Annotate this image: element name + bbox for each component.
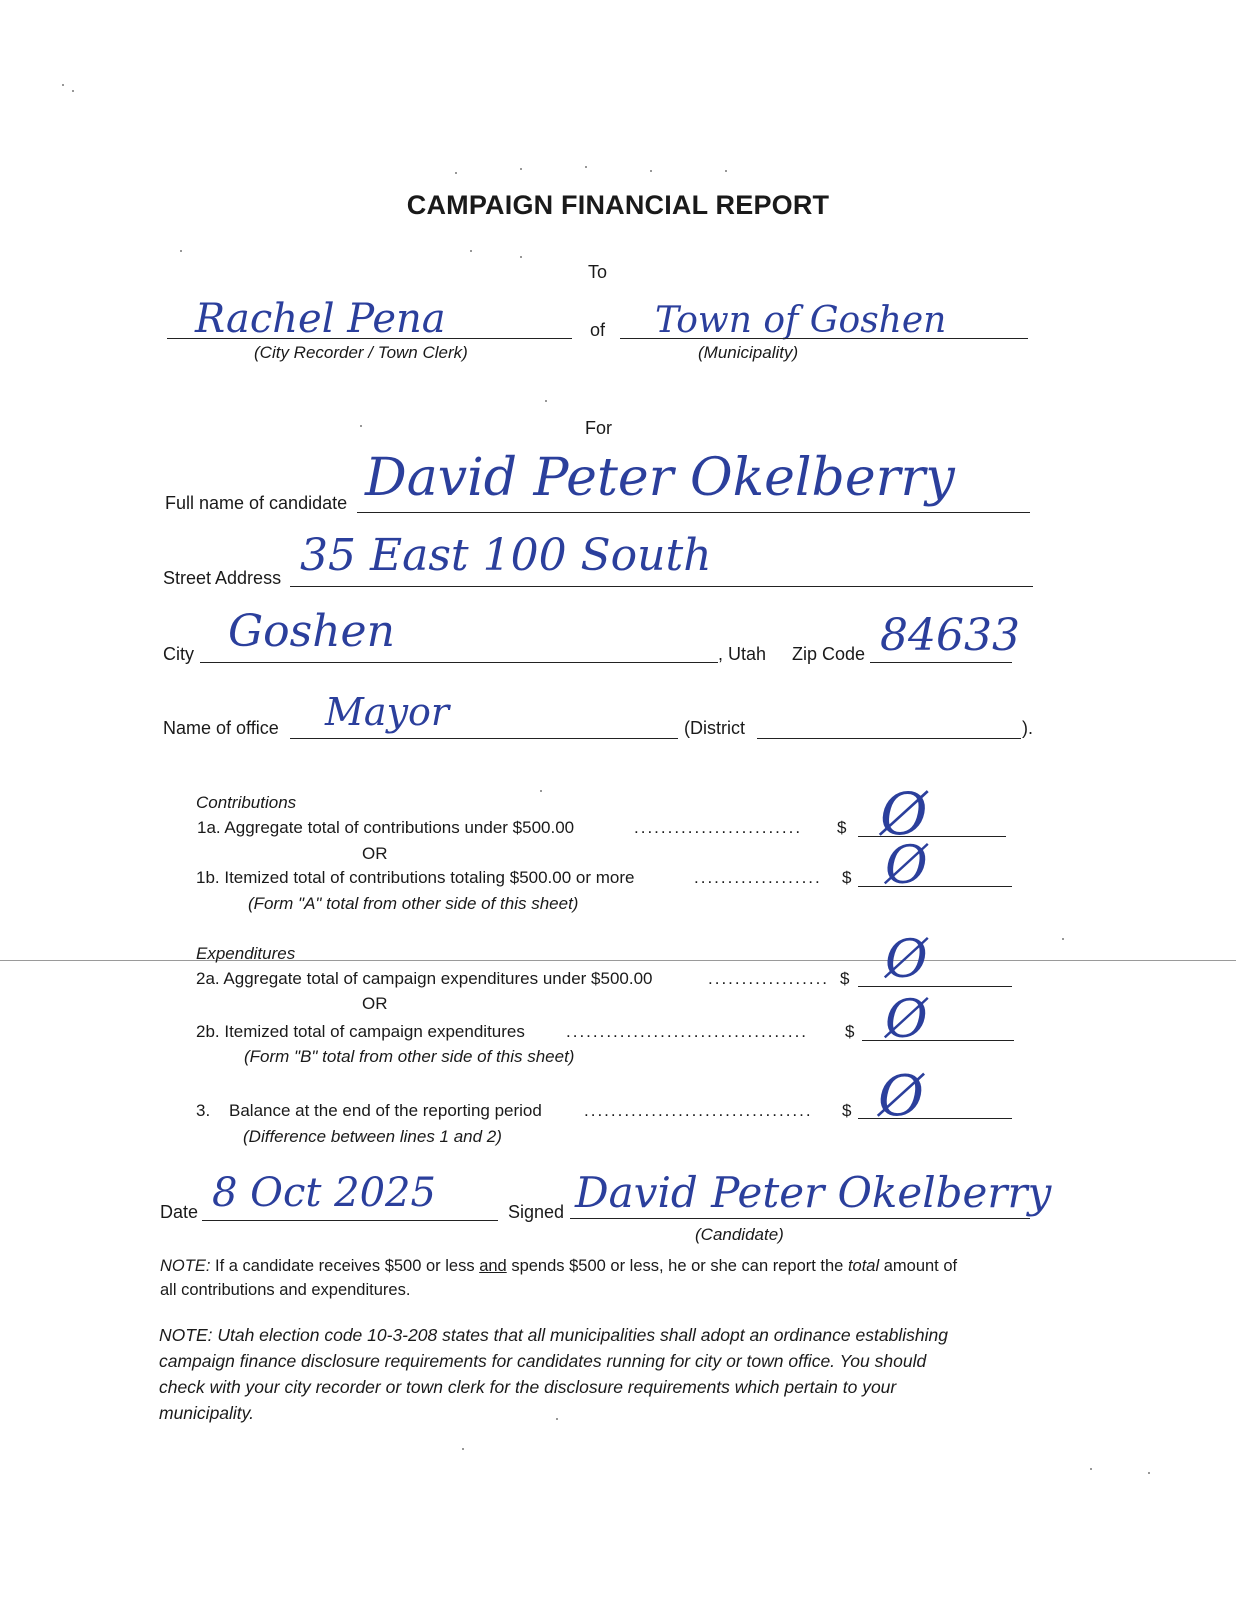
state-label: , Utah — [718, 644, 767, 664]
candidate-caption: (Candidate) — [695, 1225, 784, 1244]
municipality-caption: (Municipality) — [698, 343, 799, 362]
scan-speck — [1148, 1472, 1150, 1474]
date-label: Date — [160, 1202, 199, 1222]
note-1-prefix: NOTE: — [160, 1257, 211, 1275]
full-name-value: David Peter Okelberry — [365, 448, 955, 508]
note-1-total: total — [847, 1257, 880, 1275]
note-1-line-2: all contributions and expenditures. — [160, 1281, 411, 1299]
to-label: To — [588, 262, 608, 282]
balance-amount: Ø — [878, 1064, 924, 1129]
note-1-text-c: amount of — [883, 1257, 958, 1275]
scan-speck — [62, 84, 64, 86]
line-1a-label: 1a. Aggregate total of contributions under $500.00 — [197, 818, 575, 837]
line-2b-currency: $ — [845, 1022, 855, 1041]
note-2-line-1: NOTE: Utah election code 10-3-208 states that all municipalities shall adopt an ordinance establishing — [159, 1325, 948, 1345]
note-2-line-4: municipality. — [159, 1403, 254, 1423]
scan-speck — [540, 790, 542, 792]
for-label: For — [585, 418, 612, 438]
note-1-text-a: If a candidate receives $500 or less — [215, 1257, 475, 1275]
full-name-label: Full name of candidate — [165, 493, 348, 513]
line-1b-currency: $ — [842, 868, 852, 887]
line-1b-amount-line — [858, 886, 1012, 887]
balance-number: 3. — [196, 1101, 211, 1120]
municipality-value: Town of Goshen — [655, 300, 947, 341]
full-name-line — [357, 512, 1030, 513]
line-2b-label: 2b. Itemized total of campaign expenditures — [196, 1022, 525, 1041]
city-label: City — [163, 644, 194, 664]
zip-label: Zip Code — [792, 644, 866, 664]
line-1b-leader: ................... — [694, 868, 822, 887]
balance-label: Balance at the end of the reporting period — [229, 1101, 542, 1120]
balance-currency: $ — [842, 1101, 852, 1120]
municipality-line — [620, 338, 1028, 339]
line-2a-amount: Ø — [885, 930, 928, 990]
zip-value: 84633 — [880, 610, 1020, 661]
street-value: 35 East 100 South — [300, 530, 712, 581]
scan-artifact-line — [0, 960, 1236, 961]
date-line — [202, 1220, 498, 1221]
note-1-text-b: spends $500 or less, he or she can report the — [511, 1257, 844, 1275]
scan-speck — [585, 166, 587, 168]
office-line — [290, 738, 678, 739]
line-2a-currency: $ — [840, 969, 850, 988]
note-2 — [159, 1322, 1059, 1426]
scan-speck — [72, 90, 74, 92]
district-close: ). — [1022, 718, 1033, 738]
date-value: 8 Oct 2025 — [212, 1170, 436, 1216]
scan-speck — [455, 172, 457, 174]
or-1-label: OR — [362, 844, 388, 863]
line-1a-leader: ......................... — [634, 818, 803, 837]
line-2b-note: (Form "B" total from other side of this sheet) — [244, 1047, 575, 1066]
line-1a-amount: Ø — [880, 780, 928, 848]
city-value: Goshen — [228, 606, 395, 657]
street-line — [290, 586, 1033, 587]
expenditures-heading: Expenditures — [196, 944, 296, 963]
zip-line — [870, 662, 1012, 663]
scan-speck — [1090, 1468, 1092, 1470]
office-value: Mayor — [325, 690, 450, 734]
city-line — [200, 662, 718, 663]
signed-label: Signed — [508, 1202, 565, 1222]
line-1a-currency: $ — [837, 818, 847, 837]
recorder-signature: Rachel Pena — [195, 296, 446, 342]
scan-speck — [462, 1448, 464, 1450]
signature-line — [570, 1218, 1030, 1219]
district-line — [757, 738, 1021, 739]
note-1 — [160, 1254, 1040, 1302]
note-1-and: and — [479, 1257, 507, 1275]
scan-speck — [520, 256, 522, 258]
balance-leader: .................................. — [584, 1101, 813, 1120]
line-2a-label: 2a. Aggregate total of campaign expenditures under $500.00 — [196, 969, 653, 988]
note-2-line-2: campaign finance disclosure requirements for candidates running for city or town office. You should — [159, 1351, 927, 1371]
scan-speck — [650, 170, 652, 172]
or-2-label: OR — [362, 994, 388, 1013]
scan-speck — [180, 250, 182, 252]
scan-speck — [725, 170, 727, 172]
scan-speck — [545, 400, 547, 402]
note-2-line-3: check with your city recorder or town clerk for the disclosure requirements which pertain to your — [159, 1377, 897, 1397]
recorder-caption: (City Recorder / Town Clerk) — [254, 343, 468, 362]
recorder-line — [167, 338, 572, 339]
balance-note: (Difference between lines 1 and 2) — [243, 1127, 502, 1146]
district-label: (District — [684, 718, 745, 738]
scan-speck — [360, 425, 362, 427]
scan-speck — [520, 168, 522, 170]
office-label: Name of office — [163, 718, 279, 738]
scan-speck — [1062, 938, 1064, 940]
line-1b-amount: Ø — [885, 836, 928, 896]
of-label: of — [590, 320, 606, 340]
candidate-signature: David Peter Okelberry — [575, 1168, 1052, 1217]
line-2b-leader: .................................... — [566, 1022, 809, 1041]
contributions-heading: Contributions — [196, 793, 297, 812]
line-2a-leader: .................. — [708, 969, 830, 988]
line-1b-note: (Form "A" total from other side of this sheet) — [248, 894, 579, 913]
scan-speck — [470, 250, 472, 252]
street-label: Street Address — [163, 568, 282, 588]
page-title: CAMPAIGN FINANCIAL REPORT — [406, 190, 830, 220]
line-2b-amount: Ø — [885, 990, 928, 1050]
line-2a-amount-line — [858, 986, 1012, 987]
line-1b-label: 1b. Itemized total of contributions totaling $500.00 or more — [196, 868, 635, 887]
